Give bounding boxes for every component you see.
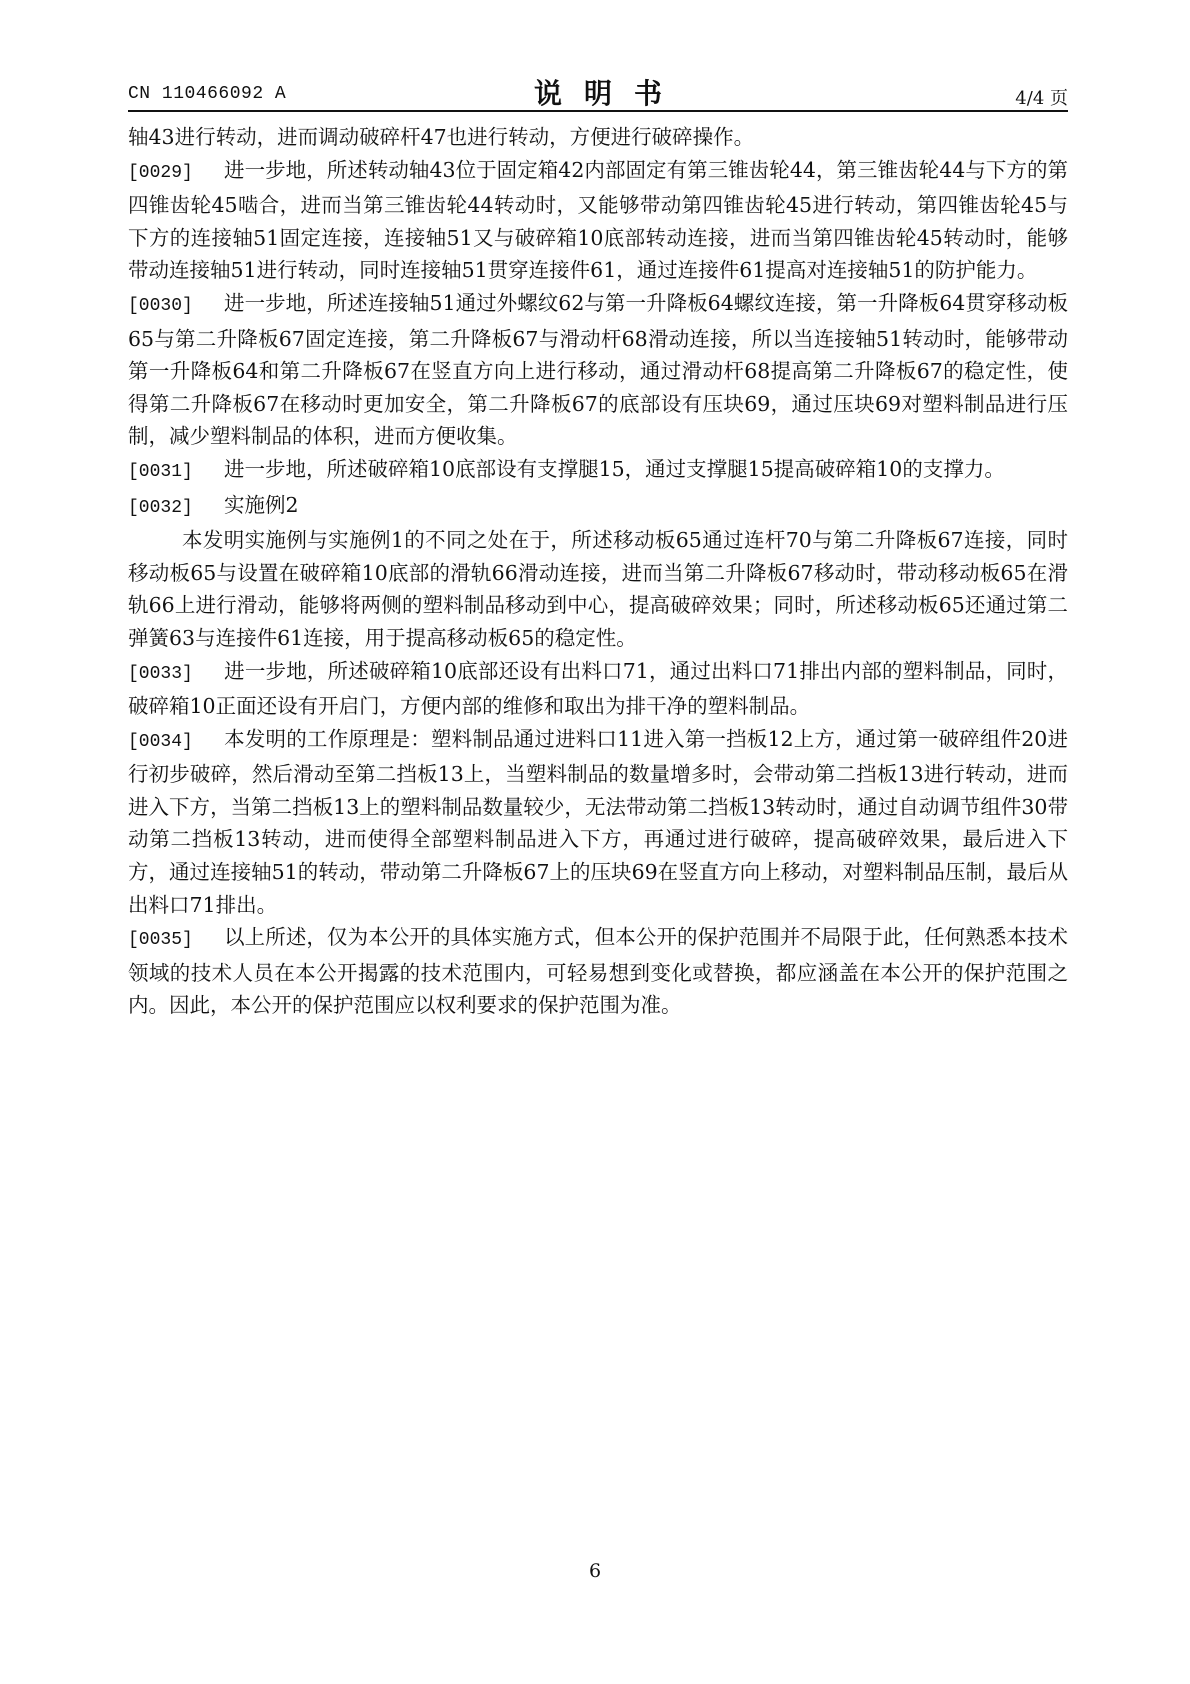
paragraph-text: 轴43进行转动，进而调动破碎杆47也进行转动，方便进行破碎操作。	[128, 125, 755, 149]
page-number: 6	[588, 1560, 602, 1582]
paragraph-text: 进一步地，所述破碎箱10底部还设有出料口71，通过出料口71排出内部的塑料制品，同时，破碎箱10正面还设有开启门，方便内部的维修和取出为排干净的塑料制品。	[128, 658, 1068, 719]
page-info: 4/4 页	[1015, 88, 1068, 109]
paragraph-number: [0035]	[128, 930, 193, 951]
document-body	[128, 121, 1068, 1022]
paragraph-0032	[128, 489, 1068, 525]
paragraph-number: [0034]	[128, 731, 193, 752]
paragraph-number: [0029]	[128, 162, 193, 183]
document-title: 说明书	[533, 77, 684, 110]
paragraph-number: [0032]	[128, 497, 193, 518]
paragraph-0030	[128, 287, 1068, 453]
patent-number: CN 110466092 A	[128, 84, 287, 104]
paragraph-number: [0031]	[128, 461, 193, 482]
paragraph-text: 以上所述，仅为本公开的具体实施方式，但本公开的保护范围并不局限于此，任何熟悉本技术领域的技术人员在本公开揭露的技术范围内，可轻易想到变化或替换，都应涵盖在本公开的保护范围之内。因此，本公开的保护范围应以权利要求的保护范围为准。	[128, 925, 1068, 1018]
section-heading: 实施例2	[224, 492, 299, 517]
paragraph-text: 进一步地，所述转动轴43位于固定箱42内部固定有第三锥齿轮44，第三锥齿轮44与下方的第四锥齿轮45啮合，进而当第三锥齿轮44转动时，又能够带动第四锥齿轮45进行转动，第四锥齿轮45与下方的连接轴51固定连接，连接轴51又与破碎箱10底部转动连接，进而当第四锥齿轮45转动时，能够带动连接轴51进行转动，同时连接轴51贯穿连接件61，通过连接件61提高对连接轴51的防护能力。	[128, 157, 1068, 283]
paragraph-number: [0033]	[128, 663, 193, 684]
paragraph-continuation	[128, 121, 1068, 154]
paragraph-text: 进一步地，所述破碎箱10底部设有支撑腿15，通过支撑腿15提高破碎箱10的支撑力。	[224, 456, 1005, 481]
paragraph-0035	[128, 921, 1068, 1022]
paragraph-text: 本发明实施例与实施例1的不同之处在于，所述移动板65通过连杆70与第二升降板67连接，同时移动板65与设置在破碎箱10底部的滑轨66滑动连接，进而当第二升降板67移动时，带动移动板65在滑轨66上进行滑动，能够将两侧的塑料制品移动到中心，提高破碎效果；同时，所述移动板65还通过第二弹簧63与连接件61连接，用于提高移动板65的稳定性。	[128, 528, 1068, 650]
header-divider	[128, 110, 1068, 112]
paragraph-text: 本发明的工作原理是：塑料制品通过进料口11进入第一挡板12上方，通过第一破碎组件20进行初步破碎，然后滑动至第二挡板13上，当塑料制品的数量增多时，会带动第二挡板13进行转动，进而进入下方，当第二挡板13上的塑料制品数量较少，无法带动第二挡板13转动时，通过自动调节组件30带动第二挡板13转动，进而使得全部塑料制品进入下方，再通过进行破碎，提高破碎效果，最后进入下方，通过连接轴51的转动，带动第二升降板67上的压块69在竖直方向上移动，对塑料制品压制，最后从出料口71排出。	[128, 726, 1068, 917]
paragraph-number: [0030]	[128, 295, 193, 316]
paragraph-embodiment-2	[128, 524, 1068, 654]
paragraph-text: 进一步地，所述连接轴51通过外螺纹62与第一升降板64螺纹连接，第一升降板64贯穿移动板65与第二升降板67固定连接，第二升降板67与滑动杆68滑动连接，所以当连接轴51转动时，能够带动第一升降板64和第二升降板67在竖直方向上进行移动，通过滑动杆68提高第二升降板67的稳定性，使得第二升降板67在移动时更加安全，第二升降板67的底部设有压块69，通过压块69对塑料制品进行压制，减少塑料制品的体积，进而方便收集。	[128, 290, 1068, 449]
paragraph-0033	[128, 655, 1068, 723]
page-header	[128, 72, 1068, 112]
paragraph-0031	[128, 453, 1068, 489]
paragraph-0029	[128, 154, 1068, 287]
paragraph-0034	[128, 723, 1068, 922]
